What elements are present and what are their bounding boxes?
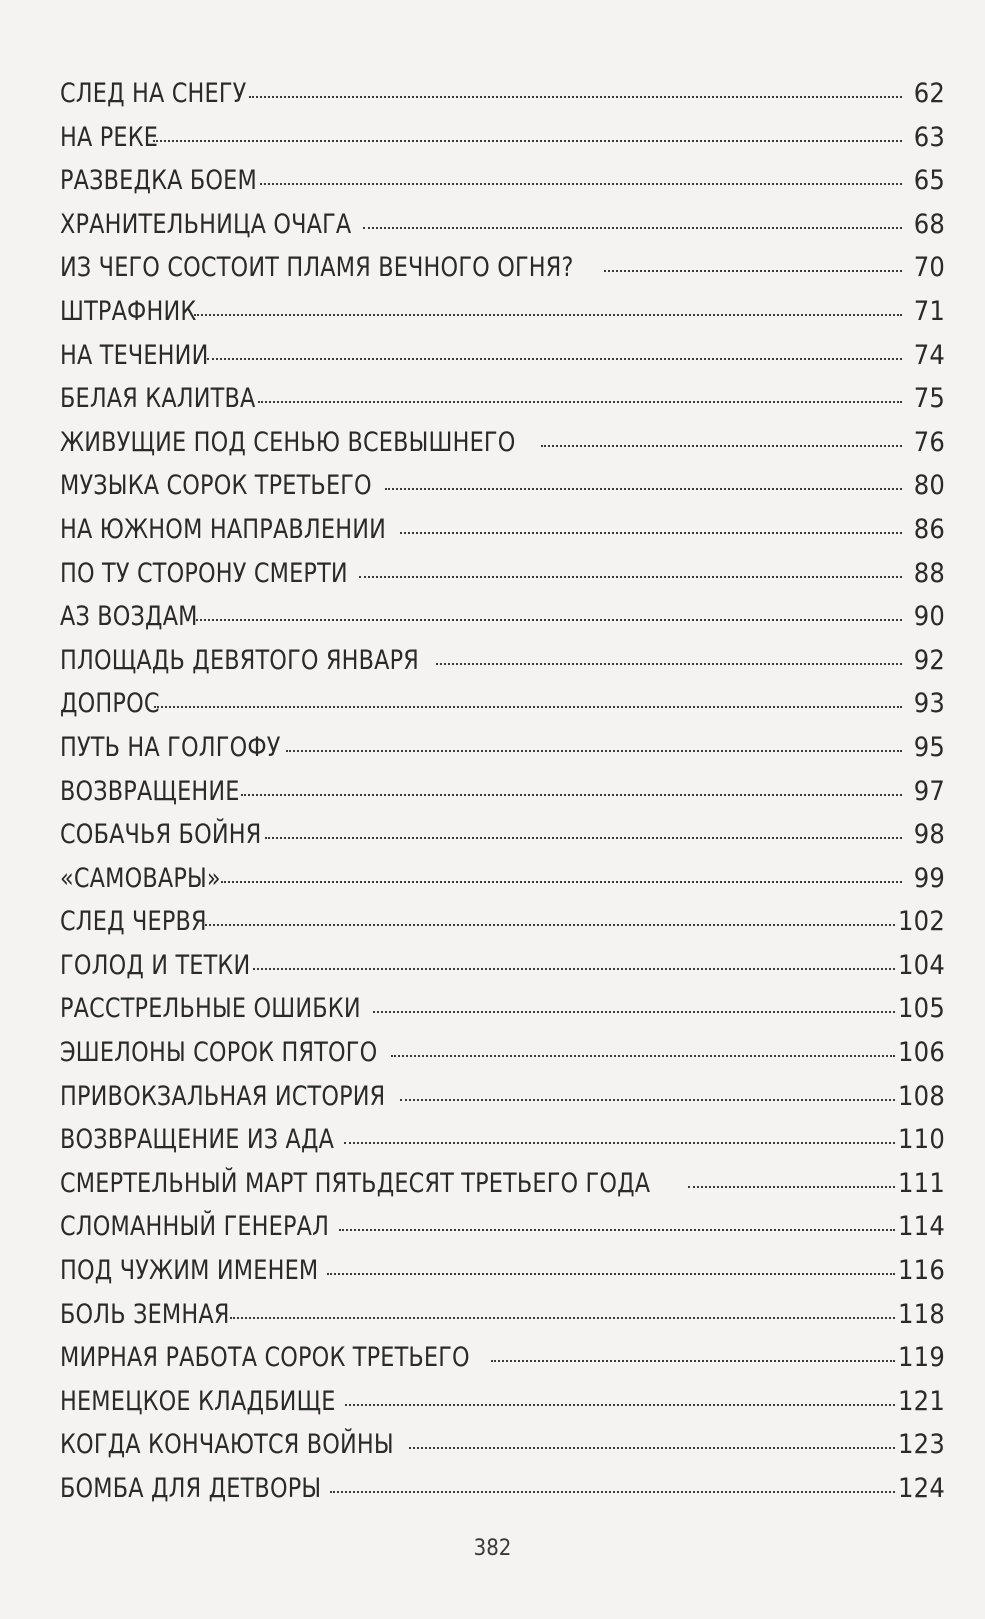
entry-title: СМЕРТЕЛЬНЫЙ МАРТ ПЯТЬДЕСЯТ ТРЕТЬЕГО ГОДА [60, 1167, 651, 1199]
entry-title: БОЛЬ ЗЕМНАЯ [60, 1298, 230, 1330]
entry-page-number: 98 [913, 819, 945, 851]
entry-page-number: 90 [913, 601, 945, 633]
dot-leader [286, 749, 902, 752]
toc-entry [60, 340, 945, 384]
dot-leader [196, 618, 902, 621]
dot-leader [339, 1228, 896, 1231]
toc-entry [60, 1168, 945, 1212]
toc-entry [60, 1255, 945, 1299]
entry-page-number: 99 [913, 862, 945, 894]
toc-entry [60, 1211, 945, 1255]
entry-title: МУЗЫКА СОРОК ТРЕТЬЕГО [60, 470, 372, 502]
dot-leader [373, 1010, 895, 1013]
entry-title: СЛОМАННЫЙ ГЕНЕРАЛ [60, 1211, 330, 1243]
dot-leader [345, 1403, 895, 1406]
entry-page-number: 92 [913, 644, 945, 676]
toc-entry [60, 776, 945, 820]
entry-title: ПОД ЧУЖИМ ИМЕНЕМ [60, 1255, 319, 1287]
entry-page-number: 71 [913, 295, 945, 327]
entry-title: СОБАЧЬЯ БОЙНЯ [60, 819, 262, 851]
toc-entry [60, 296, 945, 340]
dot-leader [253, 967, 895, 970]
toc-entry [60, 1299, 945, 1343]
entry-page-number: 123 [898, 1429, 945, 1461]
dot-leader [260, 182, 902, 185]
toc-entry [60, 165, 945, 209]
toc-entry [60, 1081, 945, 1125]
toc-entry [60, 1429, 945, 1473]
page-number: 382 [473, 1536, 512, 1561]
entry-title: ВОЗВРАЩЕНИЕ [60, 775, 240, 807]
dot-leader [265, 836, 902, 839]
entry-title: НЕМЕЦКОЕ КЛАДБИЩЕ [60, 1385, 336, 1417]
entry-page-number: 62 [913, 78, 945, 109]
entry-title: НА ТЕЧЕНИИ [60, 339, 209, 371]
entry-title: СЛЕД ЧЕРВЯ [60, 906, 207, 938]
entry-title: ЖИВУЩИЕ ПОД СЕНЬЮ ВСЕВЫШНЕГО [60, 426, 516, 458]
entry-page-number: 93 [913, 688, 945, 720]
entry-page-number: 104 [898, 949, 945, 981]
dot-leader [344, 1141, 895, 1144]
dot-leader [249, 95, 902, 98]
dot-leader [205, 923, 895, 926]
dot-leader [688, 1185, 895, 1188]
dot-leader [541, 444, 902, 447]
entry-title: РАССТРЕЛЬНЫЕ ОШИБКИ [60, 993, 361, 1025]
dot-leader [363, 226, 902, 229]
entry-title: ЭШЕЛОНЫ СОРОК ПЯТОГО [60, 1037, 378, 1069]
toc-entry [60, 427, 945, 471]
dot-leader [359, 575, 902, 578]
toc-entry [60, 1473, 945, 1517]
entry-page-number: 116 [898, 1255, 945, 1287]
toc-entry [60, 1124, 945, 1168]
toc-entry [60, 78, 945, 122]
entry-title: КОГДА КОНЧАЮТСЯ ВОЙНЫ [60, 1429, 394, 1461]
entry-page-number: 119 [898, 1342, 945, 1374]
entry-title: АЗ ВОЗДАМ [60, 601, 198, 633]
entry-title: БОМБА ДЛЯ ДЕТВОРЫ [60, 1473, 322, 1504]
toc-entry [60, 209, 945, 253]
entry-title: ИЗ ЧЕГО СОСТОИТ ПЛАМЯ ВЕЧНОГО ОГНЯ? [60, 252, 574, 284]
toc-entry [60, 688, 945, 732]
entry-page-number: 76 [913, 426, 945, 458]
entry-page-number: 74 [913, 339, 945, 371]
entry-page-number: 65 [913, 165, 945, 197]
entry-page-number: 110 [898, 1124, 945, 1156]
entry-page-number: 80 [913, 470, 945, 502]
toc-entry [60, 645, 945, 689]
toc-entry [60, 252, 945, 296]
entry-title: ПРИВОКЗАЛЬНАЯ ИСТОРИЯ [60, 1080, 386, 1112]
entry-title: ДОПРОС [60, 688, 160, 720]
entry-title: ПЛОЩАДЬ ДЕВЯТОГО ЯНВАРЯ [60, 644, 420, 676]
entry-title: ШТРАФНИК [60, 295, 197, 327]
toc-entry [60, 1386, 945, 1430]
entry-page-number: 105 [898, 993, 945, 1025]
toc-entry [60, 732, 945, 776]
entry-title: ВОЗВРАЩЕНИЕ ИЗ АДА [60, 1124, 335, 1156]
entry-title: НА ЮЖНОМ НАПРАВЛЕНИИ [60, 513, 387, 545]
toc-entry [60, 1037, 945, 1081]
dot-leader [221, 880, 902, 883]
entry-title: МИРНАЯ РАБОТА СОРОК ТРЕТЬЕГО [60, 1342, 470, 1374]
dot-leader [400, 1098, 895, 1101]
dot-leader [491, 1359, 895, 1362]
dot-leader [409, 1446, 895, 1449]
toc-entry [60, 950, 945, 994]
entry-page-number: 75 [913, 383, 945, 415]
toc-entry [60, 383, 945, 427]
dot-leader [154, 705, 902, 708]
toc-entry [60, 906, 945, 950]
dot-leader [153, 139, 902, 142]
entry-page-number: 70 [913, 252, 945, 284]
toc-entry [60, 819, 945, 863]
dot-leader [436, 662, 902, 665]
dot-leader [330, 1490, 895, 1493]
entry-page-number: 102 [898, 906, 945, 938]
dot-leader [194, 313, 902, 316]
entry-page-number: 63 [913, 121, 945, 153]
entry-title: ПУТЬ НА ГОЛГОФУ [60, 731, 281, 763]
entry-page-number: 68 [913, 208, 945, 240]
entry-title: РАЗВЕДКА БОЕМ [60, 165, 257, 197]
entry-page-number: 111 [898, 1167, 945, 1199]
dot-leader [391, 1054, 895, 1057]
dot-leader [241, 793, 902, 796]
entry-title: СЛЕД НА СНЕГУ [60, 78, 247, 109]
toc-entry [60, 601, 945, 645]
toc-entry [60, 863, 945, 907]
toc-entry [60, 993, 945, 1037]
entry-title: ПО ТУ СТОРОНУ СМЕРТИ [60, 557, 348, 589]
entry-page-number: 97 [913, 775, 945, 807]
toc-entry [60, 1342, 945, 1386]
dot-leader [604, 269, 902, 272]
entry-page-number: 124 [898, 1473, 945, 1504]
entry-page-number: 118 [898, 1298, 945, 1330]
entry-page-number: 106 [898, 1037, 945, 1069]
entry-page-number: 108 [898, 1080, 945, 1112]
entry-title: «САМОВАРЫ» [60, 862, 221, 894]
table-of-contents [60, 78, 945, 1517]
toc-entry [60, 122, 945, 166]
entry-page-number: 86 [913, 513, 945, 545]
dot-leader [207, 357, 902, 360]
dot-leader [385, 487, 902, 490]
entry-page-number: 114 [898, 1211, 945, 1243]
entry-page-number: 95 [913, 731, 945, 763]
entry-title: НА РЕКЕ [60, 121, 159, 153]
toc-entry [60, 558, 945, 602]
dot-leader [400, 531, 902, 534]
dot-leader [327, 1272, 895, 1275]
entry-title: ГОЛОД И ТЕТКИ [60, 949, 251, 981]
dot-leader [258, 400, 902, 403]
dot-leader [230, 1316, 895, 1319]
entry-page-number: 88 [913, 557, 945, 589]
toc-entry [60, 470, 945, 514]
entry-title: ХРАНИТЕЛЬНИЦА ОЧАГА [60, 208, 352, 240]
toc-entry [60, 514, 945, 558]
entry-title: БЕЛАЯ КАЛИТВА [60, 383, 256, 415]
entry-page-number: 121 [898, 1385, 945, 1417]
